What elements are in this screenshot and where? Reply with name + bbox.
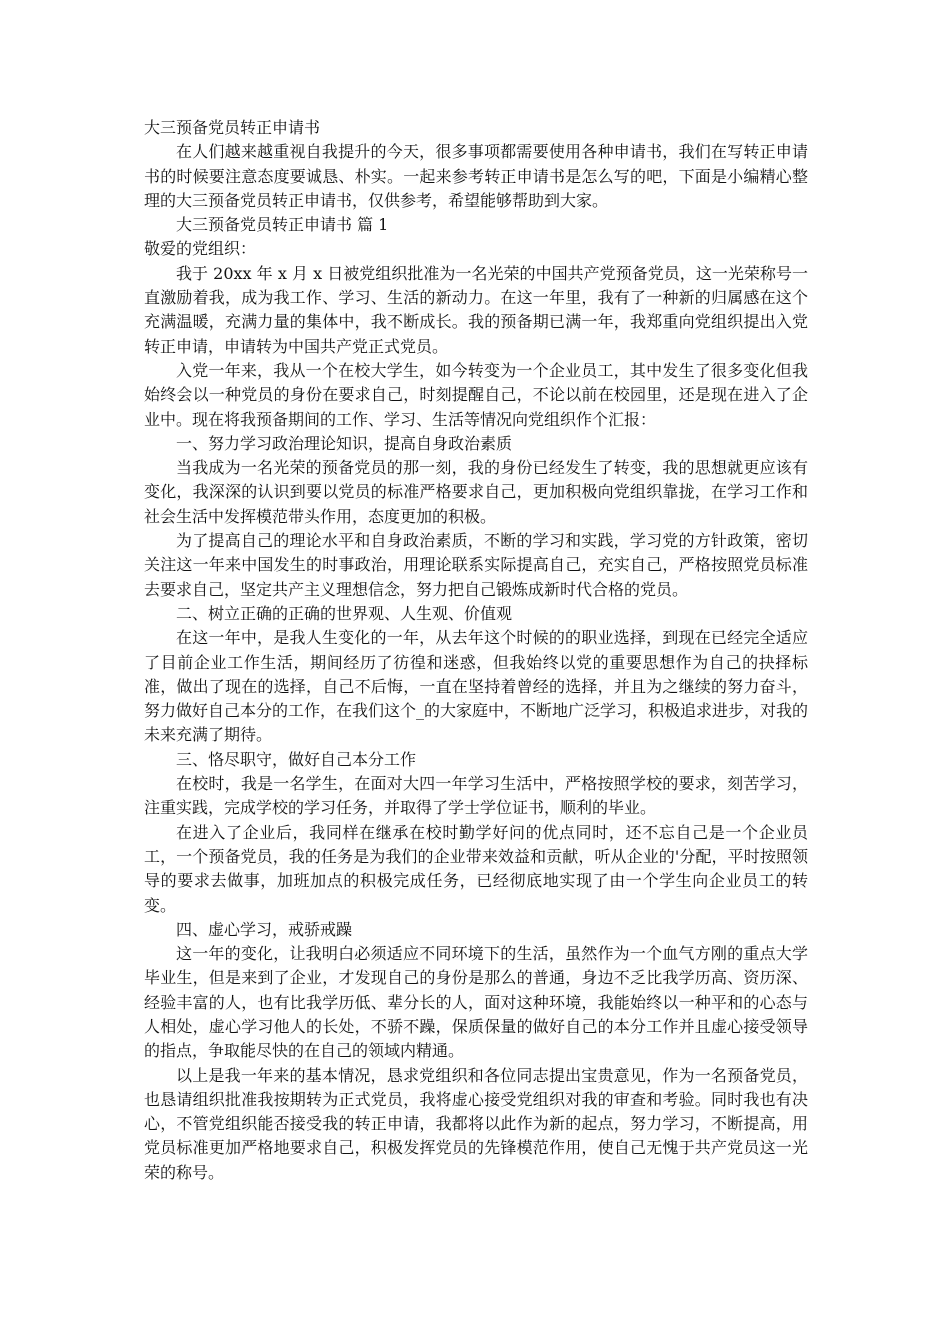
paragraph: 在校时，我是一名学生，在面对大四一年学习生活中，严格按照学校的要求，刻苦学习，注重实践，完成学校的学习任务，并取得了学士学位证书，顺利的毕业。 bbox=[144, 774, 808, 818]
paragraph: 二、树立正确的正确的世界观、人生观、价值观 bbox=[176, 603, 513, 623]
document-body bbox=[144, 116, 808, 1185]
paragraph: 当我成为一名光荣的预备党员的那一刻，我的身份已经发生了转变，我的思想就更应该有变化，我深深的认识到要以党员的标准严格要求自己，更加积极向党组织靠拢，在学习工作和社会生活中发挥模范带头作用，态度更加的积极。 bbox=[144, 458, 808, 526]
paragraph: 在人们越来越重视自我提升的今天，很多事项都需要使用各种申请书，我们在写转正申请书的时候要注意态度要诚恳、朴实。一起来参考转正申请书是怎么写的吧，下面是小编精心整理的大三预备党员转正申请书，仅供参考，希望能够帮助到大家。 bbox=[144, 142, 808, 210]
paragraph: 敬爱的党组织： bbox=[144, 239, 257, 259]
paragraph: 以上是我一年来的基本情况，恳求党组织和各位同志提出宝贵意见，作为一名预备党员，也恳请组织批准我按期转为正式党员，我将虚心接受党组织对我的审查和考验。同时我也有决心，不管党组织能否接受我的转正申请，我都将以此作为新的起点，努力学习，不断提高，用党员标准更加严格地要求自己，积极发挥党员的先锋模范作用，使自己无愧于共产党员这一光荣的称号。 bbox=[144, 1065, 808, 1182]
paragraph: 在进入了企业后，我同样在继承在校时勤学好问的优点同时，还不忘自己是一个企业员工，一个预备党员，我的任务是为我们的企业带来效益和贡献，听从企业的'分配，平时按照领导的要求去做事，加班加点的积极完成任务，已经彻底地实现了由一个学生向企业员工的转变。 bbox=[144, 822, 808, 915]
paragraph: 入党一年来，我从一个在校大学生，如今转变为一个企业员工，其中发生了很多变化但我始终会以一种党员的身份在要求自己，时刻提醒自己，不论以前在校园里，还是现在进入了企业中。现在将我预备期间的工作、学习、生活等情况向党组织作个汇报： bbox=[144, 360, 808, 429]
paragraph: 三、恪尽职守，做好自己本分工作 bbox=[176, 749, 417, 769]
paragraph: 我于 20xx 年 x 月 x 日被党组织批准为一名光荣的中国共产党预备党员，这一光荣称号一直激励着我，成为我工作、学习、生活的新动力。在这一年里，我有了一种新的归属感在这个充满温暖，充满力量的集体中，我不断成长。我的预备期已满一年，我郑重向党组织提出入党转正申请，申请转为中国共产党正式党员。 bbox=[144, 263, 808, 356]
paragraph: 在这一年中，是我人生变化的一年，从去年这个时候的的职业选择，到现在已经完全适应了目前企业工作生活，期间经历了彷徨和迷惑，但我始终以党的重要思想作为自己的抉择标准，做出了现在的选择，自己不后悔，一直在坚持着曾经的选择，并且为之继续的努力奋斗，努力做好自己本分的工作，在我们这个_的大家庭中，不断地广泛学习，积极追求进步，对我的未来充满了期待。 bbox=[144, 628, 809, 745]
paragraph: 四、虚心学习，戒骄戒躁 bbox=[176, 919, 353, 939]
paragraph: 这一年的变化，让我明白必须适应不同环境下的生活，虽然作为一个血气方刚的重点大学毕业生，但是来到了企业，才发现自己的身份是那么的普通，身边不乏比我学历高、资历深、经验丰富的人，也有比我学历低、辈分长的人，面对这种环境，我能始终以一种平和的心态与人相处，虚心学习他人的长处，不骄不躁，保质保量的做好自己的本分工作并且虚心接受领导的指点，争取能尽快的在自己的领域内精通。 bbox=[144, 944, 808, 1061]
paragraph: 为了提高自己的理论水平和自身政治素质，不断的学习和实践，学习党的方针政策，密切关注这一年来中国发生的时事政治，用理论联系实际提高自己，充实自己，严格按照党员标准去要求自己，坚定共产主义理想信念，努力把自己锻炼成新时代合格的党员。 bbox=[144, 531, 808, 599]
paragraph: 大三预备党员转正申请书 篇 1 bbox=[176, 215, 389, 235]
paragraph-list bbox=[144, 140, 808, 1185]
document-title: 大三预备党员转正申请书 bbox=[144, 118, 321, 137]
paragraph: 一、努力学习政治理论知识，提高自身政治素质 bbox=[176, 433, 513, 453]
